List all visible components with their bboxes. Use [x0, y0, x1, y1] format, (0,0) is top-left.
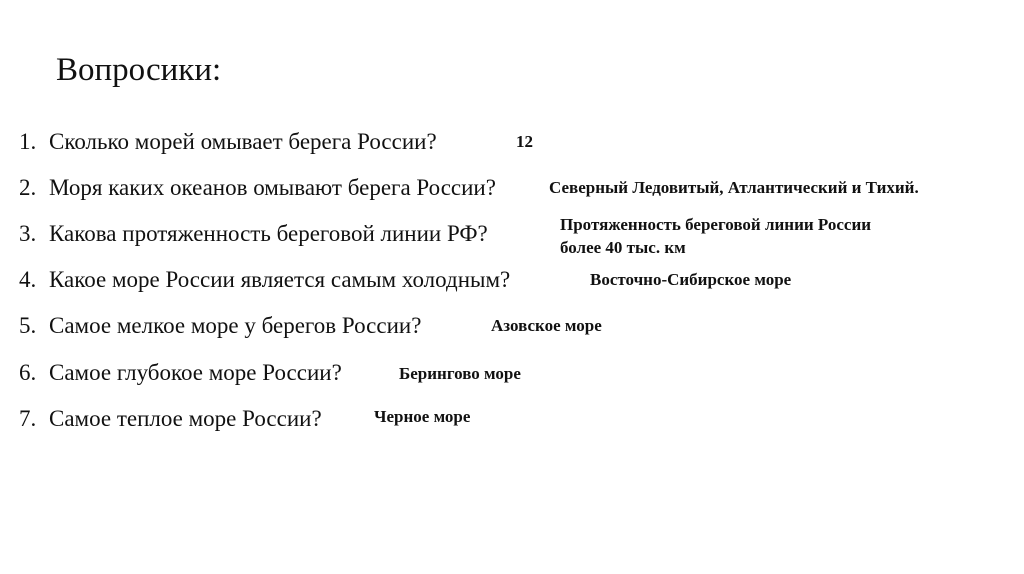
question-5: [19, 312, 421, 340]
question-text: Моря каких океанов омывают берега России?: [49, 175, 496, 200]
answer-3-line-1: Протяженность береговой линии России: [560, 215, 872, 234]
question-number: 5.: [19, 313, 37, 338]
answer-6: Берингово море: [399, 364, 521, 383]
question-number: 3.: [19, 221, 37, 246]
slide-title: Вопросики:: [56, 52, 222, 88]
answer-2: Северный Ледовитый, Атлантический и Тихий.: [549, 178, 919, 197]
answer-1: 12: [516, 132, 533, 151]
question-7: [19, 405, 322, 433]
question-number: 2.: [19, 175, 37, 200]
question-number: 1.: [19, 129, 37, 154]
question-text: Самое мелкое море у берегов России?: [49, 313, 422, 338]
question-6: [19, 359, 342, 387]
answer-4: Восточно-Сибирское море: [590, 270, 792, 289]
answer-5: Азовское море: [491, 316, 602, 335]
question-text: Какова протяженность береговой линии РФ?: [49, 221, 488, 246]
question-1: [19, 128, 437, 156]
question-text: Какое море России является самым холодным?: [49, 267, 511, 292]
question-2: [19, 174, 496, 202]
question-text: Самое теплое море России?: [49, 406, 322, 431]
answer-3: [560, 213, 980, 259]
answer-7: Черное море: [374, 407, 471, 426]
question-text: Сколько морей омывает берега России?: [49, 129, 437, 154]
question-4: [19, 266, 510, 294]
question-number: 6.: [19, 360, 37, 385]
question-number: 7.: [19, 406, 37, 431]
question-number: 4.: [19, 267, 37, 292]
answer-3-line-2: более 40 тыс. км: [560, 238, 686, 257]
question-text: Самое глубокое море России?: [49, 360, 342, 385]
question-3: [19, 220, 488, 248]
